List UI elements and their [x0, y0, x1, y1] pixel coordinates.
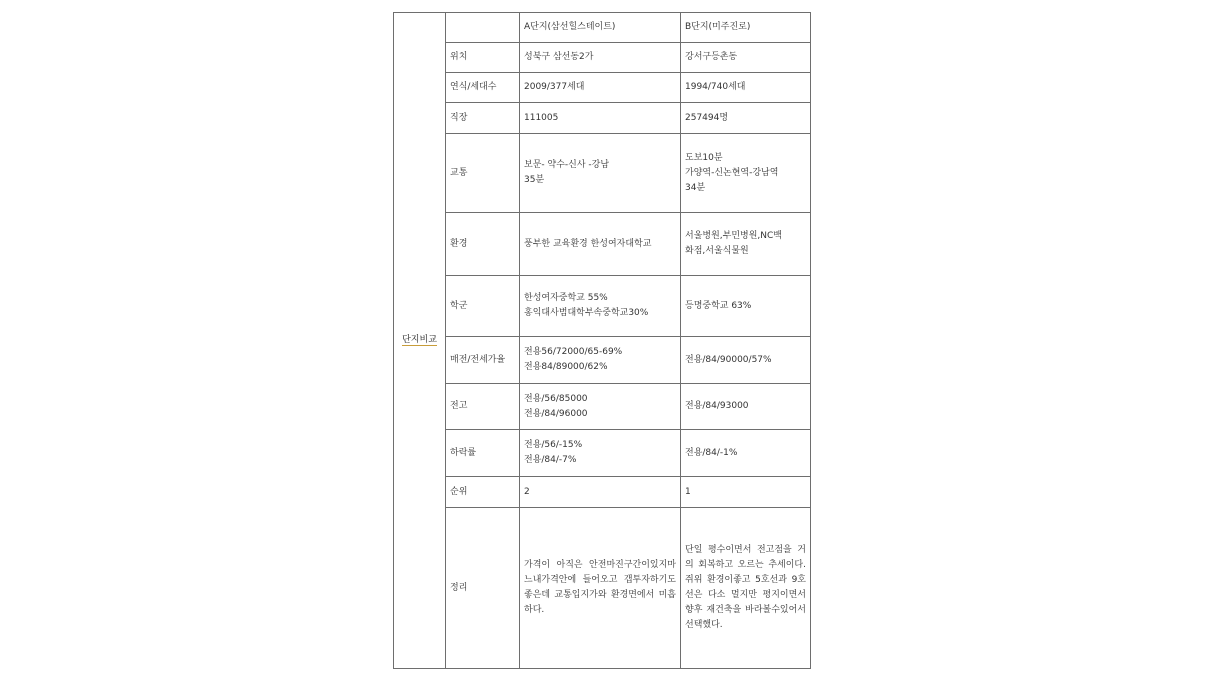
row-label: 연식/세대수 [446, 73, 520, 103]
cell-b: 257494명 [681, 103, 811, 134]
table-row [394, 103, 811, 134]
cell-a: 전용/56/-15% 전용/84/-7% [520, 430, 681, 477]
table-row [394, 337, 811, 384]
comparison-table [393, 12, 811, 669]
summary-a: 가격이 아직은 안전마진구간이있지마느내가격안에 들어오고 갭투자하기도 좋은데 교통입지가와 환경면에서 미흡하다. [520, 508, 681, 669]
row-label: 학군 [446, 276, 520, 337]
cell-b: 강서구등촌동 [681, 43, 811, 73]
row-label: 직장 [446, 103, 520, 134]
cell-b: 전용/84/93000 [681, 384, 811, 430]
section-label-cell [394, 13, 446, 669]
table-row [394, 213, 811, 276]
cell-a: 2009/377세대 [520, 73, 681, 103]
cell-b: 1 [681, 477, 811, 508]
cell-a: 성북구 삼선동2가 [520, 43, 681, 73]
table-row [394, 43, 811, 73]
table-row [394, 276, 811, 337]
cell-b: 1994/740세대 [681, 73, 811, 103]
table-row [394, 430, 811, 477]
row-label: 순위 [446, 477, 520, 508]
cell-b: 전용/84/90000/57% [681, 337, 811, 384]
header-b: B단지(미주진로) [681, 13, 811, 43]
section-label: 단지비교 [402, 335, 437, 345]
cell-a: 풍부한 교육환경 한성여자대학교 [520, 213, 681, 276]
table-header-row [394, 13, 811, 43]
cell-a: 111005 [520, 103, 681, 134]
row-label: 매전/전세가율 [446, 337, 520, 384]
cell-a: 보문- 약수-신사 -강남 35분 [520, 134, 681, 213]
row-label: 하락률 [446, 430, 520, 477]
cell-b: 서울병원,부민병원,NC백 화점,서울식물원 [681, 213, 811, 276]
table-row [394, 508, 811, 669]
row-label: 환경 [446, 213, 520, 276]
table-row [394, 384, 811, 430]
cell-a: 한성여자중학교 55% 홍익대사범대학부속중학교30% [520, 276, 681, 337]
summary-b: 단일 평수이면서 전고점을 거의 회복하고 오르는 추세이다. 쥐위 환경이좋고 5호선과 9호선은 다소 멀지만 평지이면서 향후 재건축을 바라볼수있어서 선택했다. [681, 508, 811, 669]
cell-a: 전용56/72000/65-69% 전용84/89000/62% [520, 337, 681, 384]
cell-b: 도보10분 가양역-신논현역-강남역 34분 [681, 134, 811, 213]
row-label: 위치 [446, 43, 520, 73]
cell-b: 전용/84/-1% [681, 430, 811, 477]
cell-a: 전용/56/85000 전용/84/96000 [520, 384, 681, 430]
header-empty-cell [446, 13, 520, 43]
row-label: 정리 [446, 508, 520, 669]
table-row [394, 73, 811, 103]
cell-a: 2 [520, 477, 681, 508]
row-label: 전고 [446, 384, 520, 430]
table-row [394, 477, 811, 508]
cell-b: 등명중학교 63% [681, 276, 811, 337]
table-row [394, 134, 811, 213]
header-a: A단지(삼선힐스테이트) [520, 13, 681, 43]
row-label: 교통 [446, 134, 520, 213]
